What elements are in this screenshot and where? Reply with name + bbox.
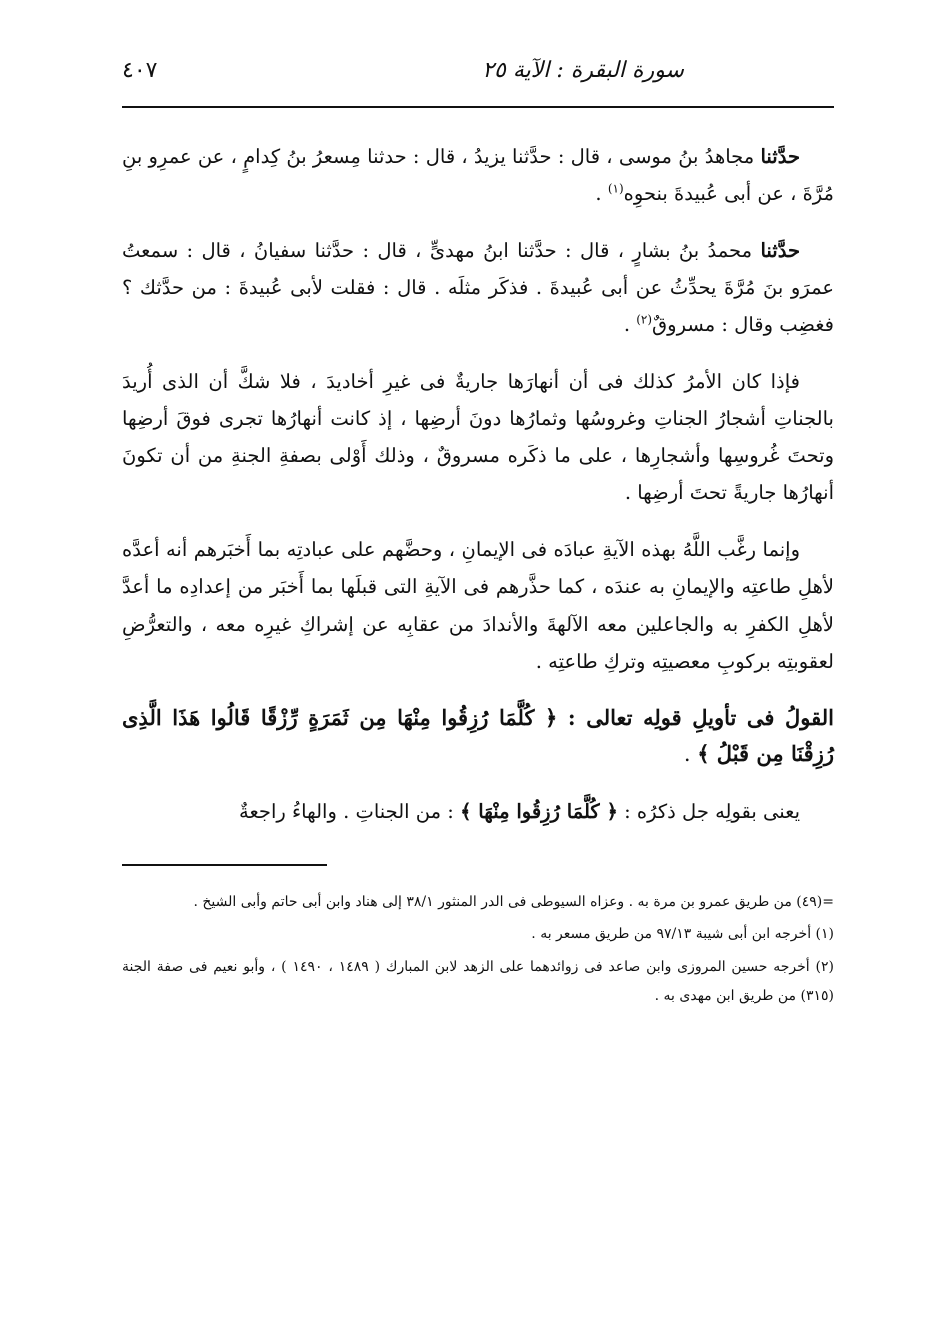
paragraph-isnad-1 — [122, 138, 834, 212]
book-page — [122, 58, 834, 1014]
section-heading — [122, 700, 834, 774]
paragraph-commentary-1: فإذا كان الأمرُ كذلك فى أن أنهارَها جاريةٌ فى غيرِ أخاديدَ ، فلا شكَّ أن الذى أُريدَ بالجناتِ أشجارُ الجناتِ وغروسُها وثمارُها دونَ أرضِها ، إذ كانت أنهارُها تجرى فوقَ أرضِها وتحتَ غُروسِها وأشجارِها ، على ما ذكَره مسروقٌ ، وذلك أَوْلى بصفةِ الجنةِ من أن تكونَ أنهارُها جاريةً تحتَ أرضِها . — [122, 370, 834, 505]
heading-end: . — [683, 742, 698, 767]
heading-verse: ﴿ كُلَّمَا رُزِقُوا مِنْهَا مِن ثَمَرَةٍ رِّزْقًا قَالُوا هَذَا الَّذِى رُزِقْنَا مِن قَبْلُ ﴾ — [122, 704, 834, 767]
paragraph-last — [122, 793, 834, 830]
running-header — [122, 58, 834, 102]
paragraph-lead: حدَّثنا — [760, 145, 800, 168]
paragraph-end: . — [623, 313, 637, 337]
running-title: سورة البقرة : الآية ٢٥ — [482, 58, 684, 83]
page-number: ٤٠٧ — [122, 58, 158, 83]
paragraph-isnad-2 — [122, 232, 834, 343]
heading-lead: القولُ فى تأويلِ قولِه تعالى : — [567, 704, 834, 730]
paragraph-text: : من الجناتِ . والهاءُ راجعةٌ — [239, 800, 461, 824]
quoted-verse: ﴿ كُلَّمَا رُزِقُوا مِنْهَا ﴾ — [460, 800, 618, 824]
footnote-ref: (٢) — [636, 312, 653, 327]
paragraph-text: يعنى بقولِه جل ذكرُه : — [617, 800, 800, 824]
paragraph-commentary-2: وإنما رغَّب اللَّهُ بهذه الآيةِ عبادَه فى الإيمانِ ، وحضَّهم على عبادتِه بما أَخبَرهم أنه أعدَّه لأهلِ طاعتِه والإيمانِ به عندَه ، كما حذَّرهم فى الآيةِ التى قبلَها بما أَخبَر من إعدادِه ما أعدَّ لأهلِ الكفرِ به والجاعلين معه الآلهةَ والأندادَ من عقابِه عن إشراكِ غيرِه معه ، والتعرُّضِ لعقوبتِه بركوبِ معصيتِه وتركِ طاعتِه . — [122, 538, 834, 673]
footnote-continued: =(٤٩) من طريق عمرو بن مرة به . وعزاه السيوطى فى الدر المنثور ٣٨/١ إلى هناد وابن أبى حاتم وأبى الشيخ . — [193, 893, 834, 910]
paragraph-text: مجاهدُ بنُ موسى ، قال : حدَّثنا يزيدُ ، قال : حدثنا مِسعرُ بنُ كِدامٍ ، عن عمرِو بنِ مُرَّةَ ، عن أبى عُبيدةَ بنحوِه — [122, 145, 834, 206]
paragraph-end: . — [595, 182, 608, 206]
header-rule — [122, 106, 834, 108]
footnote-rule — [122, 864, 327, 866]
footnotes — [122, 888, 834, 1011]
paragraph-text: محمدُ بنُ بشارٍ ، قال : حدَّثنا ابنُ مهدىٍّ ، قال : حدَّثنا سفيانُ ، قال : سمعتُ عمرَو بنَ مُرَّةَ يحدِّثُ عن أبى عُبيدةَ . فذكَر مثلَه . قال : فقلت لأبى عُبيدةَ : من حدَّثك ؟ فغضِب وقال : مسروقٌ — [122, 239, 834, 337]
footnote-1: (١) أخرجه ابن أبى شيبة ٩٧/١٣ من طريق مسعر به . — [531, 926, 834, 943]
footnote-ref: (١) — [607, 181, 624, 196]
main-text — [122, 138, 834, 830]
footnote-2: (٢) أخرجه حسين المروزى وابن صاعد فى زوائدهما على الزهد لابن المبارك ( ١٤٨٩ ، ١٤٩٠ ) ، وأبو نعيم فى صفة الجنة (٣١٥) من طريق ابن مهدى به . — [122, 959, 834, 1004]
paragraph-lead: حدَّثنا — [760, 239, 800, 263]
